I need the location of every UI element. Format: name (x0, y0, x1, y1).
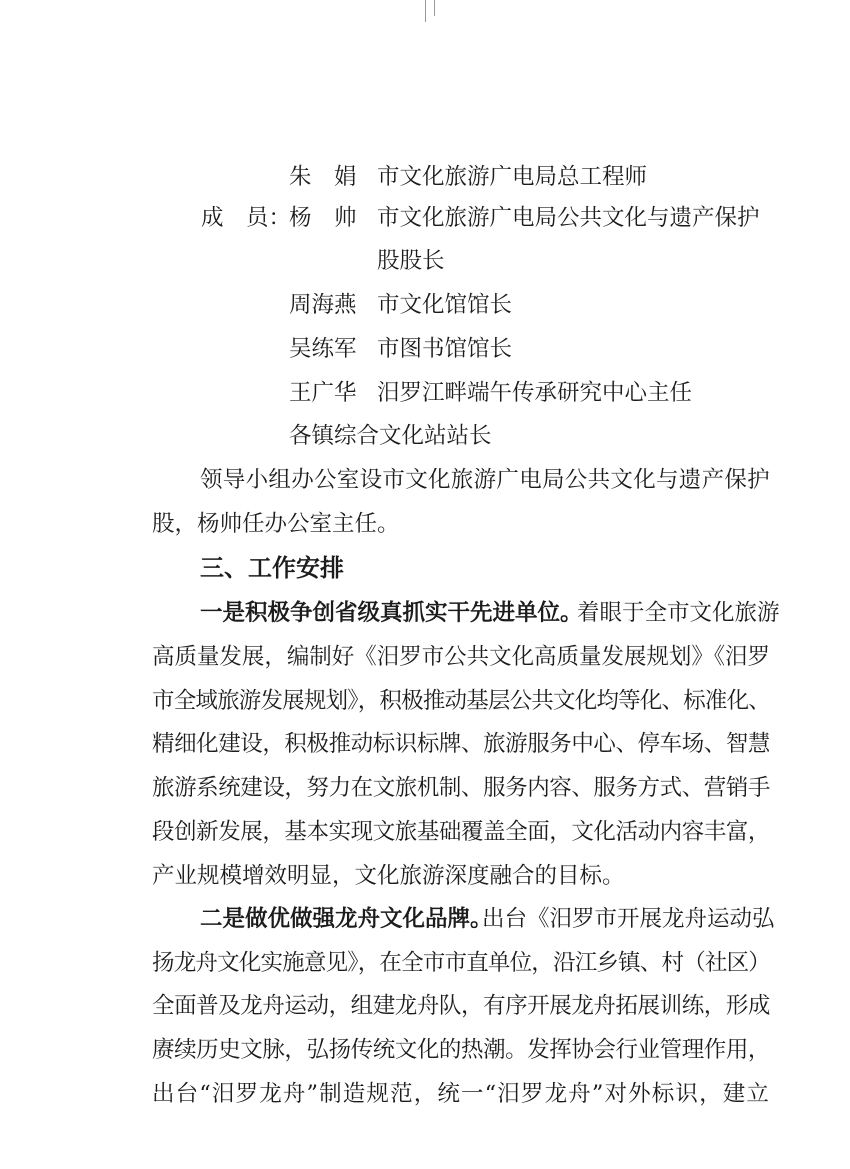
para-text: 着眼于全市文化旅游 (577, 600, 780, 626)
member-title-continued: 股股长 (377, 248, 445, 274)
scan-mark (425, 0, 426, 22)
member-title: 市文化旅游广电局总工程师 (377, 164, 648, 190)
member-name: 吴练军 (289, 336, 357, 362)
para-line: 高质量发展，编制好《汨罗市公共文化高质量发展规划》《汨罗 (152, 644, 770, 670)
office-line: 领导小组办公室设市文化旅游广电局公共文化与遗产保护 (200, 467, 770, 493)
member-title: 市图书馆馆长 (377, 336, 513, 362)
member-name: 王广华 (289, 380, 357, 406)
member-title: 汨罗江畔端午传承研究中心主任 (377, 380, 693, 406)
member-name: 周海燕 (289, 292, 357, 318)
para-line: 全面普及龙舟运动，组建龙舟队，有序开展龙舟拓展训练，形成 (152, 993, 770, 1019)
office-line: 股，杨帅任办公室主任。 (152, 511, 400, 537)
para-text: 出台《汨罗市开展龙舟运动弘 (482, 906, 775, 932)
para-lead: 一是积极争创省级真抓实干先进单位。 (200, 600, 583, 626)
member-name: 各镇综合文化站站长 (289, 423, 492, 449)
para-lead: 二是做优做强龙舟文化品牌。 (200, 906, 493, 932)
member-name: 杨 帅 (289, 205, 357, 231)
member-title: 市文化馆馆长 (377, 292, 513, 318)
para-line: 扬龙舟文化实施意见》，在全市市直单位，沿江乡镇、村（社区） (152, 950, 770, 976)
para-line: 产业规模增效明显，文化旅游深度融合的目标。 (152, 863, 625, 889)
para-line: 旅游系统建设，努力在文旅机制、服务内容、服务方式、营销手 (152, 775, 770, 801)
member-name: 朱 娟 (289, 164, 357, 190)
para-line: 市全域旅游发展规划》，积极推动基层公共文化均等化、标准化、 (152, 688, 770, 714)
para-line: 段创新发展，基本实现文旅基础覆盖全面，文化活动内容丰富， (152, 819, 770, 845)
section-heading: 三、工作安排 (200, 554, 344, 582)
para-line: 精细化建设，积极推动标识标牌、旅游服务中心、停车场、智慧 (152, 731, 770, 757)
member-title: 市文化旅游广电局公共文化与遗产保护 (377, 205, 760, 231)
para-line: 赓续历史文脉，弘扬传统文化的热潮。发挥协会行业管理作用， (152, 1037, 770, 1063)
members-role-label: 成 员： (201, 205, 292, 231)
para-line: 出台“汨罗龙舟”制造规范，统一“汨罗龙舟”对外标识，建立 (152, 1081, 770, 1107)
scan-mark (434, 0, 435, 16)
